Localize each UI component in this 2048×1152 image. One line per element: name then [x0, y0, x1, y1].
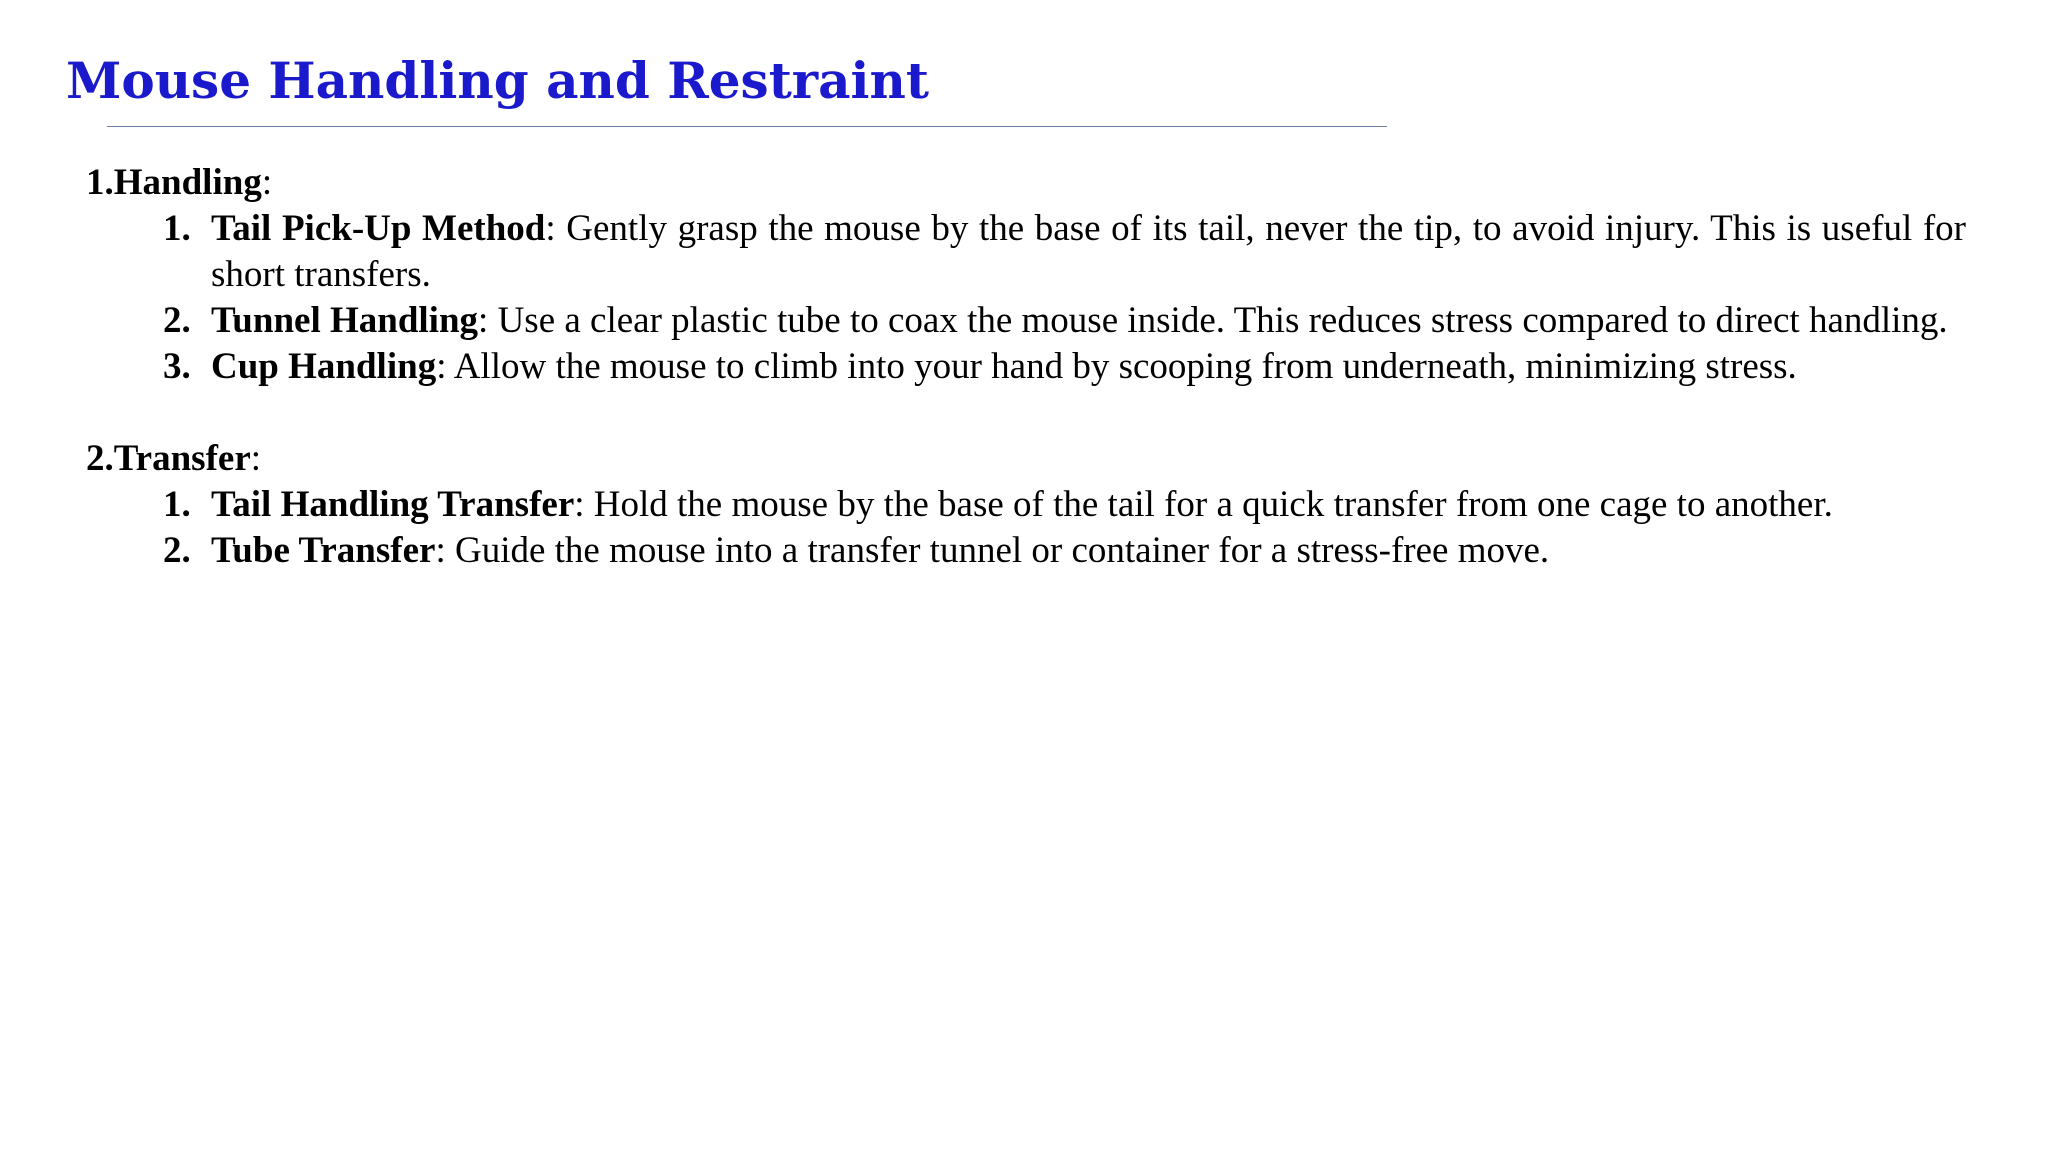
item-term: Cup Handling: [211, 346, 437, 387]
section-heading: [86, 160, 1966, 206]
list-item: [86, 344, 1966, 390]
slide-body: [86, 160, 1966, 574]
item-description: : Hold the mouse by the base of the tail for a quick transfer from one cage to another.: [574, 484, 1833, 525]
item-term: Tunnel Handling: [211, 300, 479, 341]
item-text: [211, 208, 1966, 295]
item-text: [211, 300, 1948, 341]
item-number: 2.: [163, 300, 191, 341]
handling-list: [86, 206, 1966, 390]
transfer-list: [86, 482, 1966, 574]
section-handling: [86, 160, 1966, 390]
item-number: 2.: [163, 530, 191, 571]
title-divider: [107, 126, 1387, 127]
section-title: Handling: [113, 162, 262, 203]
item-text: [211, 484, 1833, 525]
section-suffix: :: [250, 438, 262, 479]
item-number: 1.: [163, 484, 191, 525]
list-item: [86, 206, 1966, 298]
item-term: Tail Handling Transfer: [211, 484, 575, 525]
list-item: [86, 528, 1966, 574]
item-description: : Allow the mouse to climb into your hand by scooping from underneath, minimizing stress.: [436, 346, 1797, 387]
item-term: Tail Pick-Up Method: [211, 208, 546, 249]
item-number: 1.: [163, 208, 191, 249]
item-text: [211, 530, 1549, 571]
item-description: : Use a clear plastic tube to coax the mouse inside. This reduces stress compared to direct handling.: [478, 300, 1948, 341]
item-description: : Gently grasp the mouse by the base of its tail, never the tip, to avoid injury. This is useful for short transfers.: [211, 208, 1966, 295]
section-title: Transfer: [113, 438, 251, 479]
section-transfer: [86, 436, 1966, 574]
list-item: [86, 482, 1966, 528]
page-title: Mouse Handling and Restraint: [66, 51, 929, 110]
item-number: 3.: [163, 346, 191, 387]
item-text: [211, 346, 1797, 387]
section-number: 2.: [86, 438, 114, 479]
item-term: Tube Transfer: [211, 530, 436, 571]
section-number: 1.: [86, 162, 114, 203]
section-suffix: :: [261, 162, 273, 203]
item-description: : Guide the mouse into a transfer tunnel or container for a stress-free move.: [435, 530, 1550, 571]
list-item: [86, 298, 1966, 344]
section-heading: [86, 436, 1966, 482]
